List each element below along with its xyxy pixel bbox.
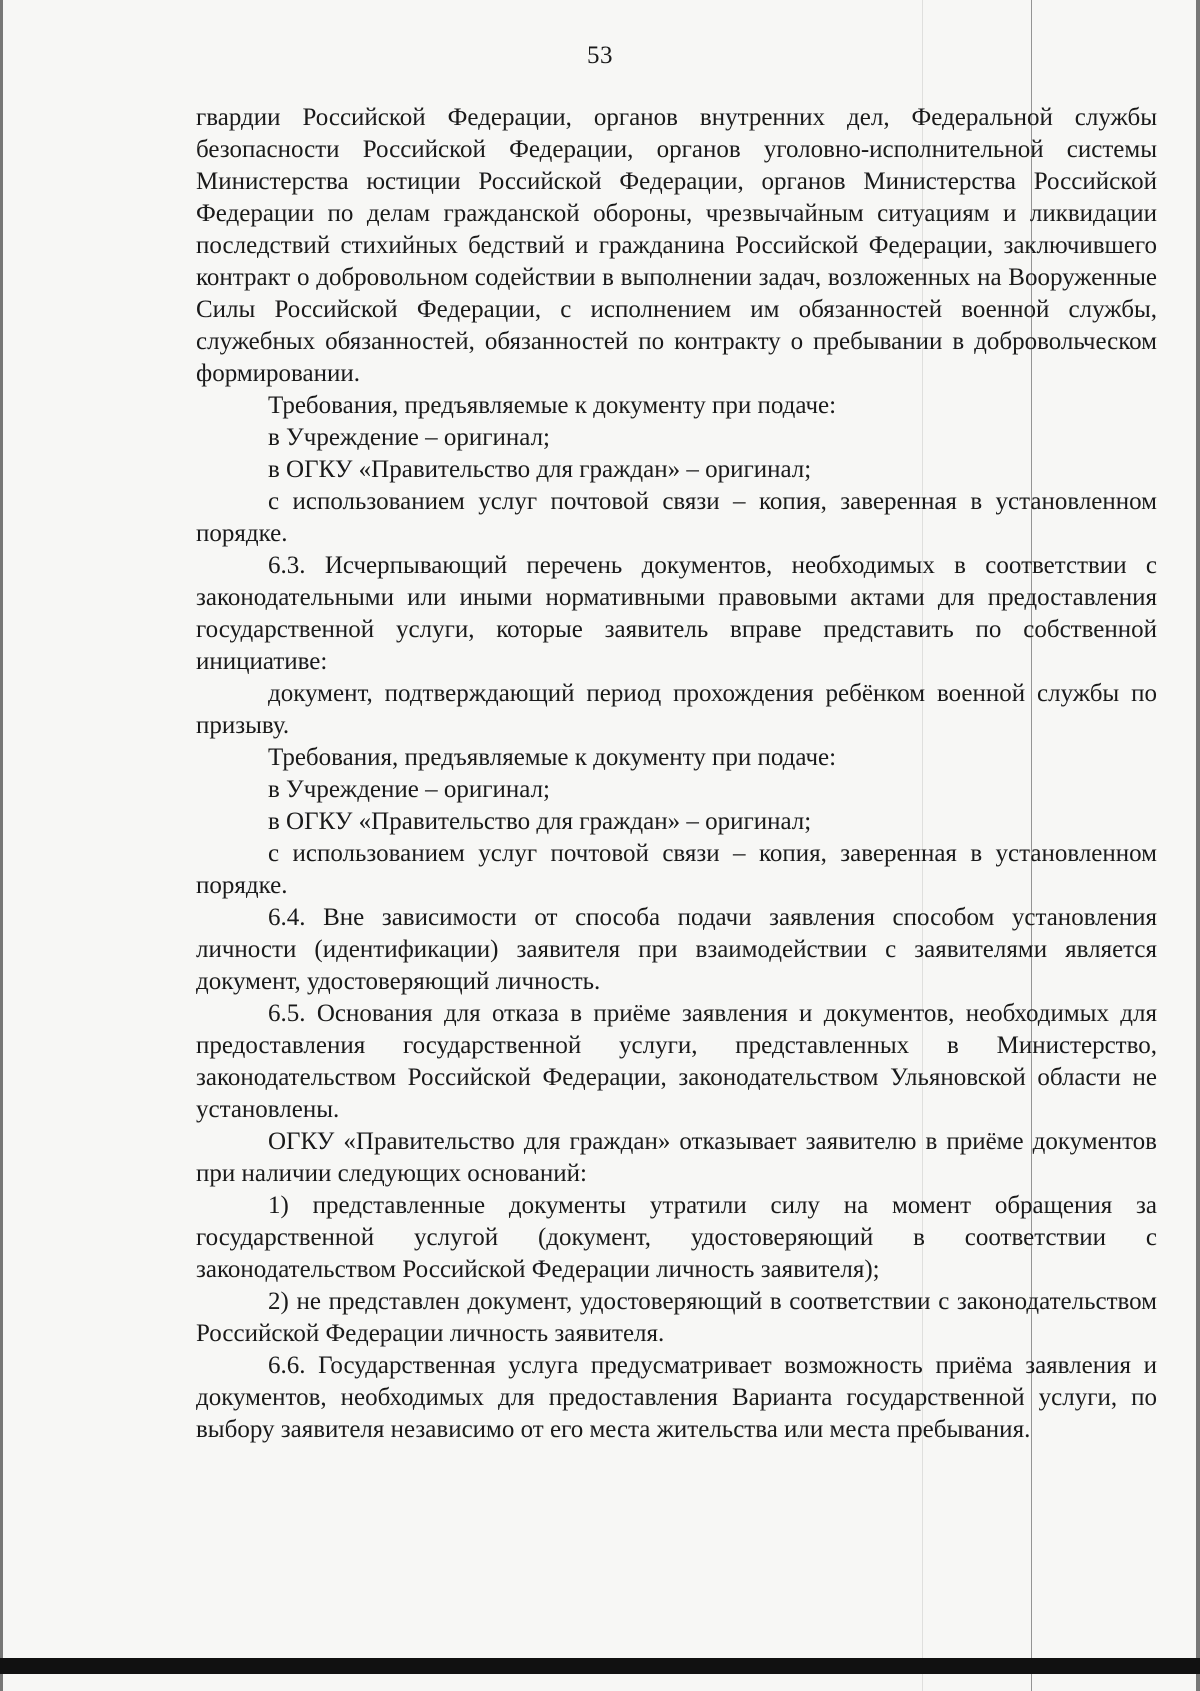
paragraph: с использованием услуг почтовой связи – копия, заверенная в установленном порядке. [196,488,1157,547]
paragraph: 6.3. Исчерпывающий перечень документов, необходимых в соответствии с законодательными или иными нормативными правовыми актами для предоставления государственной услуги, которые заявитель вправе представить по собственной инициативе: [196,552,1157,675]
scan-edge-left [0,0,3,1691]
paragraph: 2) не представлен документ, удостоверяющий в соответствии с законодательством Российской Федерации личность заявителя. [196,1288,1157,1347]
paragraph: Требования, предъявляемые к документу при подаче: [268,744,837,771]
scan-edge-bottom [0,1658,1200,1674]
paragraph: в Учреждение – оригинал; [268,424,550,451]
paragraph: 6.4. Вне зависимости от способа подачи заявления способом установления личности (идентификации) заявителя при взаимодействии с заявителями является документ, удостоверяющий личность. [196,904,1157,995]
paragraph: гвардии Российской Федерации, органов внутренних дел, Федеральной службы безопасности Российской Федерации, органов уголовно-исполнительной системы Министерства юстиции Российской Федерации, органов Министерства Российской Федерации по делам гражданской обороны, чрезвычайным ситуациям и ликвидации последствий стихийных бедствий и гражданина Российской Федерации, заключившего контракт о добровольном содействии в выполнении задач, возложенных на Вооруженные Силы Российской Федерации, с исполнением им обязанностей военной службы, служебных обязанностей, обязанностей по контракту о пребывании в добровольческом формировании. [196,104,1157,387]
document-body [196,102,1157,1446]
paragraph: в ОГКУ «Правительство для граждан» – оригинал; [268,456,812,483]
paragraph: ОГКУ «Правительство для граждан» отказывает заявителю в приёме документов при наличии следующих оснований: [196,1128,1157,1187]
paragraph: 1) представленные документы утратили силу на момент обращения за государственной услугой (документ, удостоверяющий в соответствии с законодательством Российской Федерации личность заявителя); [196,1192,1157,1283]
paragraph: в Учреждение – оригинал; [268,776,550,803]
paragraph: 6.6. Государственная услуга предусматривает возможность приёма заявления и документов, необходимых для предоставления Варианта государственной услуги, по выбору заявителя независимо от его места жительства или места пребывания. [196,1352,1157,1443]
paragraph: в ОГКУ «Правительство для граждан» – оригинал; [268,808,812,835]
paragraph: 6.5. Основания для отказа в приёме заявления и документов, необходимых для предоставления государственной услуги, представленных в Министерство, законодательством Российской Федерации, законодательством Ульяновской области не установлены. [196,1000,1157,1123]
paragraph: документ, подтверждающий период прохождения ребёнком военной службы по призыву. [196,680,1157,739]
paragraph: с использованием услуг почтовой связи – копия, заверенная в установленном порядке. [196,840,1157,899]
scan-edge-right [1196,0,1200,1691]
page-number: 53 [587,42,613,69]
paragraph: Требования, предъявляемые к документу при подаче: [268,392,837,419]
